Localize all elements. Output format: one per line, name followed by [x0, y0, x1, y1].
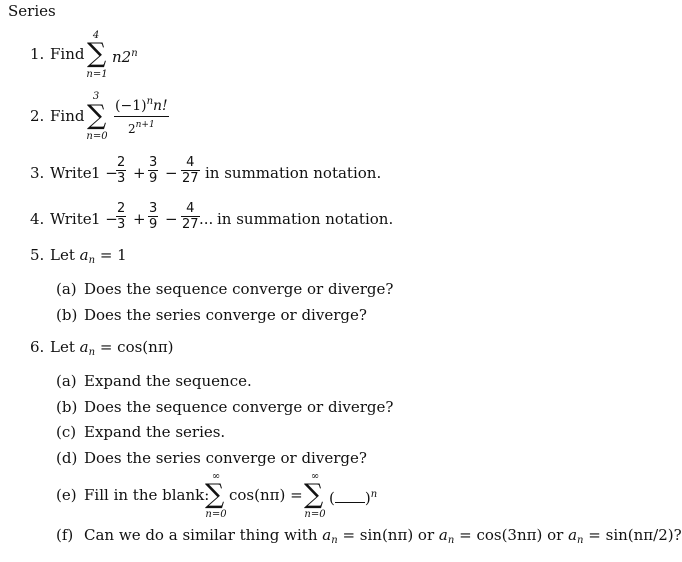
- part-text: Fill in the blank:: [84, 486, 210, 504]
- summand: n2$^n$: [112, 48, 138, 66]
- operator: +: [133, 210, 146, 228]
- summand-fraction: $\frac{(-1)^nn!}{2^{n+1}}$: [115, 96, 168, 136]
- blank-expression: ( )$^n$: [329, 489, 378, 507]
- sigma-symbol: ∑: [87, 38, 107, 69]
- sigma-symbol: ∑: [304, 479, 324, 510]
- part-label: (b): [56, 398, 78, 416]
- ellipsis: ...: [199, 210, 214, 228]
- part-label: (e): [56, 486, 77, 504]
- part-text: Does the sequence converge or diverge?: [84, 398, 394, 416]
- instruction-tail: in summation notation.: [205, 164, 382, 182]
- fraction-2: $\frac{3}{9}$: [149, 155, 158, 186]
- fraction-1: $\frac{2}{3}$: [117, 201, 126, 232]
- fraction-3: $\frac{4}{27}$: [182, 201, 199, 232]
- part-label: (a): [56, 372, 77, 390]
- summand: cos(nπ) =: [229, 486, 303, 504]
- sum-lower-limit: n=0: [86, 131, 108, 142]
- problem-number: 1.: [30, 45, 45, 63]
- page-title: Series: [8, 2, 56, 20]
- part-text: Expand the sequence.: [84, 372, 252, 390]
- part-label: (a): [56, 280, 77, 298]
- part-text: Does the sequence converge or diverge?: [84, 280, 394, 298]
- problem-verb: Write: [50, 210, 92, 228]
- fraction-3: $\frac{4}{27}$: [182, 155, 199, 186]
- sum-lower-limit: n=0: [304, 509, 326, 520]
- sum-upper-limit: ∞: [211, 471, 221, 482]
- series-lead: 1 −: [91, 164, 118, 182]
- part-text: Does the series converge or diverge?: [84, 306, 367, 324]
- part-label: (c): [56, 423, 77, 441]
- problem-number: 4.: [30, 210, 45, 228]
- problem-verb: Find: [50, 45, 85, 63]
- part-text: Does the series converge or diverge?: [84, 449, 367, 467]
- part-text: Can we do a similar thing with $a_n = \sin(n\pi)$ or $a_n = \cos(3n\pi)$ or $a_n = \sin(n\pi/2)$?: [84, 526, 682, 546]
- series-lead: 1 −: [91, 210, 118, 228]
- operator: +: [133, 164, 146, 182]
- part-label: (d): [56, 449, 78, 467]
- problem-number: 3.: [30, 164, 45, 182]
- sum-upper-limit: ∞: [310, 471, 320, 482]
- problem-number: 5.: [30, 246, 45, 264]
- sum-lower-limit: n=0: [205, 509, 227, 520]
- part-text: Expand the series.: [84, 423, 226, 441]
- sigma-symbol: ∑: [205, 479, 225, 510]
- problem-intro: Let $a_n = 1$: [50, 246, 127, 266]
- problem-number: 2.: [30, 107, 45, 125]
- fraction-2: $\frac{3}{9}$: [149, 201, 158, 232]
- operator: −: [165, 210, 178, 228]
- operator: −: [165, 164, 178, 182]
- fraction-1: $\frac{2}{3}$: [117, 155, 126, 186]
- sigma-symbol: ∑: [87, 100, 107, 131]
- problem-verb: Write: [50, 164, 92, 182]
- sum-upper-limit: 4: [92, 30, 100, 41]
- problem-number: 6.: [30, 338, 45, 356]
- sum-upper-limit: 3: [92, 91, 100, 102]
- instruction-tail: in summation notation.: [217, 210, 394, 228]
- part-label: (b): [56, 306, 78, 324]
- fill-in-blank[interactable]: [335, 489, 365, 503]
- problem-intro: Let $a_n = \cos(n\pi)$: [50, 338, 174, 358]
- sum-lower-limit: n=1: [86, 69, 108, 80]
- part-label: (f): [56, 526, 74, 544]
- problem-verb: Find: [50, 107, 85, 125]
